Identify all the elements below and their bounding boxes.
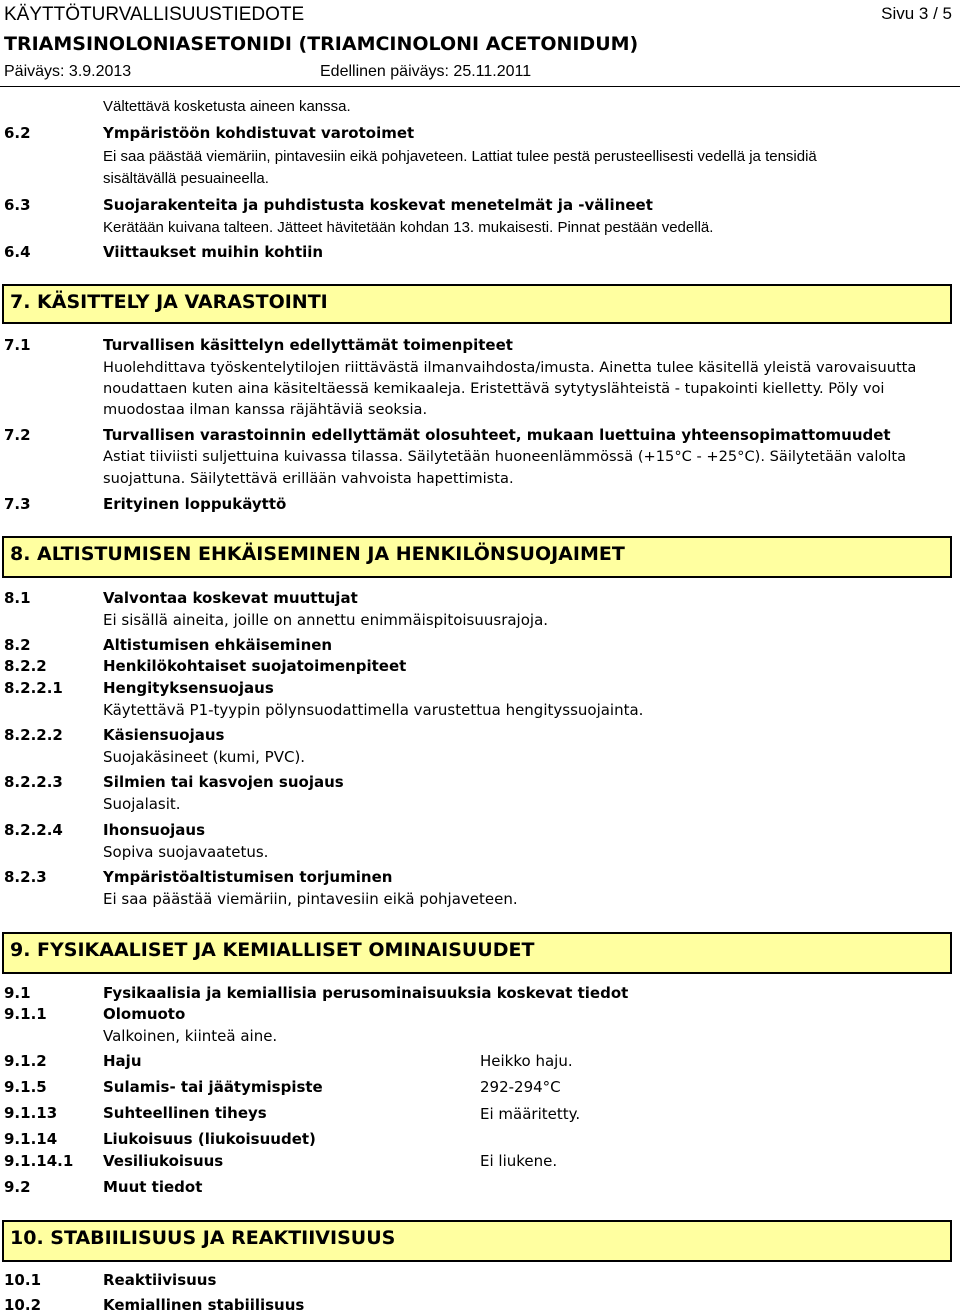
s822-title: Henkilökohtaiset suojatoimenpiteet (103, 657, 407, 675)
s62-text-line2: sisältävällä pesuaineella. (103, 170, 269, 187)
s912-title: Haju (103, 1052, 142, 1070)
s82-title: Altistumisen ehkäiseminen (103, 636, 333, 654)
s63-text: Kerätään kuivana talteen. Jätteet hävitetään kohdan 13. mukaisesti. Pinnat pestään vedellä. (103, 219, 714, 236)
s63-number: 6.3 (4, 196, 31, 214)
s8224-title: Ihonsuojaus (103, 821, 206, 839)
s8223-text: Suojalasit. (103, 795, 181, 813)
s911-text: Valkoinen, kiinteä aine. (103, 1027, 278, 1045)
s823-text: Ei saa päästää viemäriin, pintavesiin eikä pohjaveteen. (103, 890, 518, 908)
section-7-heading: 7. KÄSITTELY JA VARASTOINTI (2, 284, 952, 324)
s63-title: Suojarakenteita ja puhdistusta koskevat menetelmät ja -välineet (103, 196, 653, 214)
s823-title: Ympäristöaltistumisen torjuminen (103, 868, 393, 886)
s72-number: 7.2 (4, 426, 31, 444)
s91141-title: Vesiliukoisuus (103, 1152, 224, 1170)
s71-text-line1: Huolehdittava työskentelytilojen riittävästä ilmanvaihdosta/imusta. Ainetta tulee käsitellä yleistä varovaisuutta (103, 359, 917, 376)
s81-number: 8.1 (4, 589, 31, 607)
s101-number: 10.1 (4, 1271, 42, 1289)
section-8-heading: 8. ALTISTUMISEN EHKÄISEMINEN JA HENKILÖNSUOJAIMET (2, 536, 952, 578)
s64-title: Viittaukset muihin kohtiin (103, 243, 324, 261)
s91141-number: 9.1.14.1 (4, 1152, 74, 1170)
s71-text-line3: muodostaa ilman kanssa räjähtäviä seoksia. (103, 401, 428, 418)
s8223-title: Silmien tai kasvojen suojaus (103, 773, 344, 791)
s9114-number: 9.1.14 (4, 1130, 58, 1148)
s72-text-line2: suojattuna. Säilytettävä erillään vahvoista hapettimista. (103, 470, 514, 487)
s73-number: 7.3 (4, 495, 31, 513)
s6-continued-text: Vältettävä kosketusta aineen kanssa. (103, 98, 351, 115)
s71-title: Turvallisen käsittelyn edellyttämät toimenpiteet (103, 336, 513, 354)
s81-text: Ei sisällä aineita, joille on annettu enimmäispitoisuusrajoja. (103, 611, 549, 629)
document-date: Päiväys: 3.9.2013 (4, 63, 132, 80)
s64-number: 6.4 (4, 243, 31, 261)
s8222-number: 8.2.2.2 (4, 726, 63, 744)
s911-title: Olomuoto (103, 1005, 186, 1023)
s823-number: 8.2.3 (4, 868, 47, 886)
section-9-heading: 9. FYSIKAALISET JA KEMIALLISET OMINAISUUDET (2, 932, 952, 974)
s911-number: 9.1.1 (4, 1005, 47, 1023)
s9113-value: Ei määritetty. (480, 1105, 581, 1123)
s9113-title: Suhteellinen tiheys (103, 1104, 267, 1122)
s91-title: Fysikaalisia ja kemiallisia perusominaisuuksia koskevat tiedot (103, 984, 629, 1002)
s81-title: Valvontaa koskevat muuttujat (103, 589, 358, 607)
page-number: Sivu 3 / 5 (881, 4, 952, 23)
s912-number: 9.1.2 (4, 1052, 47, 1070)
s71-text-line2: noudattaen kuten aina käsiteltäessä kemikaaleja. Eristettävä sytytyslähteistä - tupakointi kielletty. Pöly voi (103, 380, 885, 397)
s915-value: 292-294°C (480, 1078, 561, 1096)
s8223-number: 8.2.2.3 (4, 773, 63, 791)
s8224-number: 8.2.2.4 (4, 821, 63, 839)
s101-title: Reaktiivisuus (103, 1271, 217, 1289)
s72-title: Turvallisen varastoinnin edellyttämät olosuhteet, mukaan luettuina yhteensopimattomuudet (103, 426, 891, 444)
s62-text-line1: Ei saa päästää viemäriin, pintavesiin eikä pohjaveteen. Lattiat tulee pestä perusteellisesti vedellä ja tensidiä (103, 148, 817, 165)
s102-number: 10.2 (4, 1296, 42, 1314)
header-divider (0, 86, 960, 87)
s102-title: Kemiallinen stabiilisuus (103, 1296, 305, 1314)
s92-number: 9.2 (4, 1178, 31, 1196)
s822-number: 8.2.2 (4, 657, 47, 675)
s73-title: Erityinen loppukäyttö (103, 495, 287, 513)
s62-title: Ympäristöön kohdistuvat varotoimet (103, 124, 415, 142)
s62-number: 6.2 (4, 124, 31, 142)
s8221-title: Hengityksensuojaus (103, 679, 274, 697)
previous-date: Edellinen päiväys: 25.11.2011 (320, 63, 532, 80)
s915-number: 9.1.5 (4, 1078, 47, 1096)
s8221-number: 8.2.2.1 (4, 679, 63, 697)
s8222-text: Suojakäsineet (kumi, PVC). (103, 748, 306, 766)
s8221-text: Käytettävä P1-tyypin pölynsuodattimella varustettua hengityssuojainta. (103, 701, 644, 719)
s915-title: Sulamis- tai jäätymispiste (103, 1078, 323, 1096)
s8224-text: Sopiva suojavaatetus. (103, 843, 269, 861)
s71-number: 7.1 (4, 336, 31, 354)
s8222-title: Käsiensuojaus (103, 726, 225, 744)
s91-number: 9.1 (4, 984, 31, 1002)
section-10-heading: 10. STABIILISUUS JA REAKTIIVISUUS (2, 1220, 952, 1262)
product-name: TRIAMSINOLONIASETONIDI (TRIAMCINOLONI ACETONIDUM) (4, 33, 639, 55)
document-type-title: KÄYTTÖTURVALLISUUSTIEDOTE (4, 4, 305, 25)
s91141-value: Ei liukene. (480, 1152, 558, 1170)
s72-text-line1: Astiat tiiviisti suljettuina kuivassa tilassa. Säilytetään huoneenlämmössä (+15°C - +25°C). Säilytetään valolta (103, 448, 907, 465)
s92-title: Muut tiedot (103, 1178, 203, 1196)
s9113-number: 9.1.13 (4, 1104, 58, 1122)
s82-number: 8.2 (4, 636, 31, 654)
s9114-title: Liukoisuus (liukoisuudet) (103, 1130, 316, 1148)
s912-value: Heikko haju. (480, 1052, 573, 1070)
